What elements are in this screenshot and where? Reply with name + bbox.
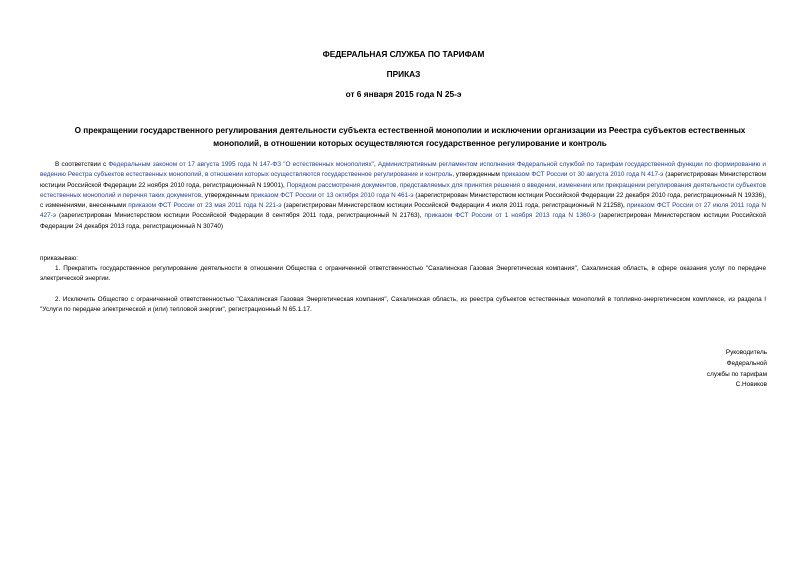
link-procedure[interactable]: Порядком рассмотрения документов, представляемых для принятия решения о введении, изменении или прекращении регулирования деятельности субъектов естественных монополий и перечня таких документов (40, 181, 766, 199)
preamble-text: , (373, 161, 378, 168)
preamble-text: (зарегистрирован Министерством юстиции Российской Федерации 22 декабря 2010 года, регистрационный N 19336), с изменениями, внесенными (40, 191, 767, 210)
signature-line: Федеральной (726, 359, 767, 367)
order-item-1 (40, 264, 766, 285)
preamble-text: В соответствии с (55, 161, 109, 168)
agency-header: ФЕДЕРАЛЬНАЯ СЛУЖБА ПО ТАРИФАМ (322, 49, 485, 59)
preamble-text: (зарегистрирован Министерством юстиции Российской Федерации 22 ноября 2010 года, регистрационный N 19001), (40, 171, 767, 189)
link-admin-regulation[interactable]: Административным регламентом исполнения Федеральной службой по тарифам государственной функции по формированию и ведению Реестра субъектов естественных монополий, в отношении которых осуществляются государственное регулирование и контроль (40, 161, 766, 179)
order-item-text: 1. Прекратить государственное регулирование деятельности в отношении Общества с ограниченной ответственностью "Сахалинская Газовая Энергетическая компания", Сахалинская область, в сфере оказания услуг по передаче электрической энергии. (40, 265, 766, 283)
document-date-number: от 6 января 2015 года N 25-э (345, 89, 462, 99)
preamble-text: (зарегистрирован Министерством юстиции Российской Федерации 24 декабря 2013 года, регистрационный N 30740) (40, 212, 766, 230)
preamble-text: , утвержденным (452, 171, 502, 179)
order-item-2 (40, 295, 766, 316)
preamble-text: , утвержденным (201, 191, 251, 199)
preamble-paragraph (40, 160, 766, 232)
link-order-461[interactable]: приказом ФСТ России от 13 октября 2010 года N 461-э (250, 191, 414, 199)
signature-line: Руководитель (725, 349, 767, 356)
signature-name: С.Новиков (735, 381, 767, 389)
link-order-427[interactable]: приказом ФСТ России от 27 июля 2011 года N 427-э (40, 202, 766, 220)
link-order-417[interactable]: приказом ФСТ России от 30 августа 2010 года N 417-э (501, 171, 664, 179)
document-title: О прекращении государственного регулирования деятельности субъекта естественной монополии и исключении организации из Реестра субъектов естественных монополий, в отношении которых осуществляются государственное регулирование и контроль (74, 126, 746, 148)
document-type: ПРИКАЗ (386, 69, 421, 79)
preamble-text: (зарегистрирован Министерством юстиции Российской Федерации 4 июля 2011 года, регистрационный N 21258), (281, 202, 627, 210)
orders-word: приказываю: (40, 255, 78, 262)
signature-line: службы по тарифам (706, 370, 767, 378)
signature-block (567, 348, 767, 391)
link-order-221[interactable]: приказом ФСТ России от 23 мая 2011 года N 221-э (128, 202, 282, 210)
order-item-text: 2. Исключить Общество с ограниченной ответственностью "Сахалинская Газовая Энергетическая компания", Сахалинская область, из реестра субъектов естественных монополий в топливно-энергетическом комплексе, из раздела I "Услуги по передаче электрической и (или) тепловой энергии", регистрационный N 65.1.17. (40, 296, 766, 314)
preamble-text: (зарегистрирован Министерством юстиции Российской Федерации 8 сентября 2011 года, регистрационный N 21763), (56, 212, 425, 220)
link-order-1360[interactable]: приказом ФСТ России от 1 ноября 2013 года N 1360-э (424, 212, 596, 220)
link-federal-law[interactable]: Федеральным законом от 17 августа 1995 года N 147-ФЗ "О естественных монополиях" (108, 161, 374, 168)
